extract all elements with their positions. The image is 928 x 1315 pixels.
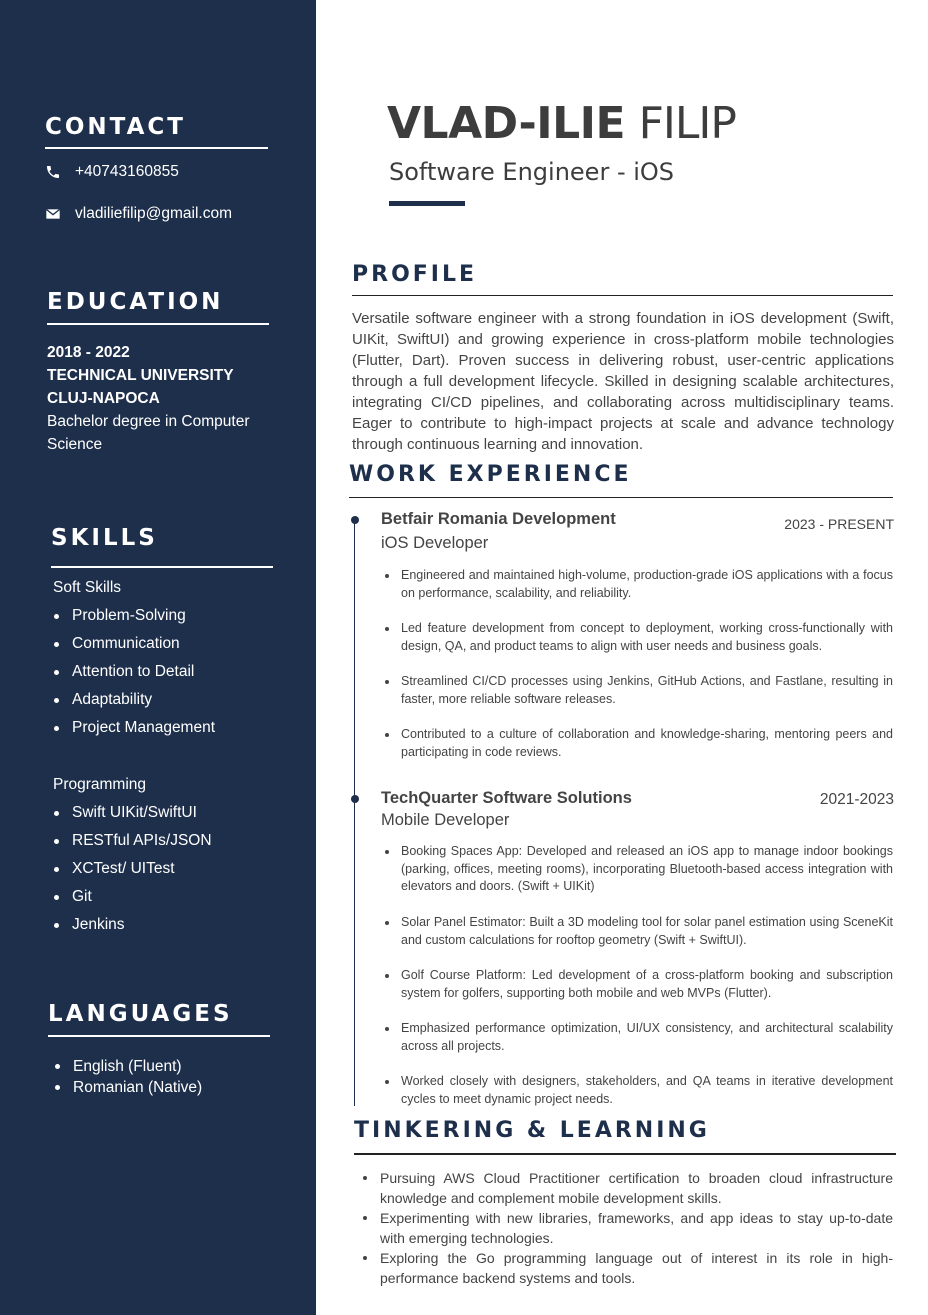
education-years: 2018 - 2022 [47,344,130,361]
list-item: Led feature development from concept to deployment, working cross-functionally with design, QA, and product teams to align with user needs and business goals. [385,620,893,655]
list-item: Contributed to a culture of collaboration and knowledge-sharing, mentoring peers and participating in code reviews. [385,726,893,761]
list-item: Pursuing AWS Cloud Practitioner certification to broaden cloud infrastructure knowledge and complement mobile development skills. [362,1168,893,1208]
profile-divider [352,295,893,296]
soft-skills-list [53,602,215,742]
job-bullets [385,843,893,896]
job-role: Mobile Developer [381,811,510,829]
work-heading: WORK EXPERIENCE [349,462,632,487]
list-item: Streamlined CI/CD processes using Jenkins, GitHub Actions, and Fastlane, resulting in faster, more reliable software releases. [385,673,893,708]
job-bullets [385,567,893,602]
job-company: TechQuarter Software Solutions [381,789,632,807]
sidebar [0,0,316,1315]
soft-skills-label: Soft Skills [53,579,122,596]
list-item: Solar Panel Estimator: Built a 3D modeling tool for solar panel estimation using SceneKit and custom calculations for rooftop geometry (Swift + SwiftUI). [385,914,893,949]
list-item: RESTful APIs/JSON [53,827,212,855]
job-dates: 2021-2023 [819,791,894,808]
profile-text: Versatile software engineer with a strong foundation in iOS development (Swift, UIKit, SwiftUI) and growing experience in cross-platform mobile technologies (Flutter, Dart). Proven success in delivering robust, user-centric applications through a full development lifecycle. Skilled in designing scalable architectures, integrating CI/CD pipelines, and collaborating across multidisciplinary teams. Eager to contribute to high-impact projects at scale and advance technology through continuous learning and innovation. [352,310,894,453]
job-bullets [385,1020,893,1055]
job-bullets [385,726,893,761]
job-role: iOS Developer [381,534,489,552]
tinkering-list [362,1168,893,1288]
contact-heading: CONTACT [45,114,186,140]
list-item: Romanian (Native) [54,1077,202,1098]
title-accent-bar [389,201,465,206]
tinkering-heading: TINKERING & LEARNING [354,1118,710,1143]
list-item: English (Fluent) [54,1056,202,1077]
job-bullets [385,967,893,1002]
list-item: Swift UIKit/SwiftUI [53,799,212,827]
education-school-line1: TECHNICAL UNIVERSITY [47,367,234,384]
timeline-dot [351,516,359,524]
list-item: Golf Course Platform: Led development of a cross-platform booking and subscription system for golfers, supporting both mobile and web MVPs (Flutter). [385,967,893,1002]
job-bullets [385,620,893,655]
languages-heading: LANGUAGES [48,1001,233,1027]
list-item: Git [53,883,212,911]
email-address[interactable]: vladiliefilip@gmail.com [75,205,233,222]
programming-list [53,799,212,939]
phone-row [45,163,179,181]
mail-icon [45,206,61,222]
job-bullets [385,673,893,708]
list-item: Problem-Solving [53,602,215,630]
list-item: Worked closely with designers, stakeholders, and QA teams in iterative development cycles to meet dynamic project needs. [385,1073,893,1108]
education-divider [47,323,269,325]
job-company: Betfair Romania Development [381,510,616,528]
list-item: Attention to Detail [53,658,215,686]
list-item: Engineered and maintained high-volume, production-grade iOS applications with a focus on performance, scalability, and reliability. [385,567,893,602]
contact-divider [45,147,268,149]
first-name: VLAD-ILIE [387,98,626,149]
list-item: Experimenting with new libraries, frameworks, and app ideas to stay up-to-date with emerging technologies. [362,1208,893,1248]
programming-label: Programming [53,776,147,793]
list-item: Jenkins [53,911,212,939]
skills-heading: SKILLS [51,525,158,551]
full-name [387,98,736,149]
education-school-line2: CLUJ-NAPOCA [47,390,160,407]
profile-heading: PROFILE [352,262,478,287]
last-name: FILIP [638,98,736,149]
timeline-dot [351,795,359,803]
tinkering-divider [354,1153,896,1155]
phone-icon [45,164,61,180]
job-bullets [385,1073,893,1108]
languages-divider [48,1035,270,1037]
email-row [45,205,232,223]
work-timeline [354,520,355,1106]
phone-number[interactable]: +40743160855 [75,163,179,180]
list-item: Booking Spaces App: Developed and released an iOS app to manage indoor bookings (parking, offices, meeting rooms), incorporating Bluetooth-based access integration with elevators and doors. (Swift + UIKit) [385,843,893,896]
job-bullets [385,914,893,949]
job-title: Software Engineer - iOS [389,158,675,186]
education-degree: Bachelor degree in Computer Science [47,413,250,453]
list-item: Emphasized performance optimization, UI/UX consistency, and architectural scalability across all projects. [385,1020,893,1055]
list-item: Communication [53,630,215,658]
job-dates: 2023 - PRESENT [784,516,894,532]
list-item: Exploring the Go programming language out of interest in its role in high-performance backend systems and tools. [362,1248,893,1288]
education-heading: EDUCATION [47,289,224,315]
list-item: Adaptability [53,686,215,714]
languages-list [54,1056,202,1098]
work-divider [349,497,893,498]
skills-divider [51,566,273,568]
list-item: XCTest/ UITest [53,855,212,883]
list-item: Project Management [53,714,215,742]
education-entry [47,341,287,456]
